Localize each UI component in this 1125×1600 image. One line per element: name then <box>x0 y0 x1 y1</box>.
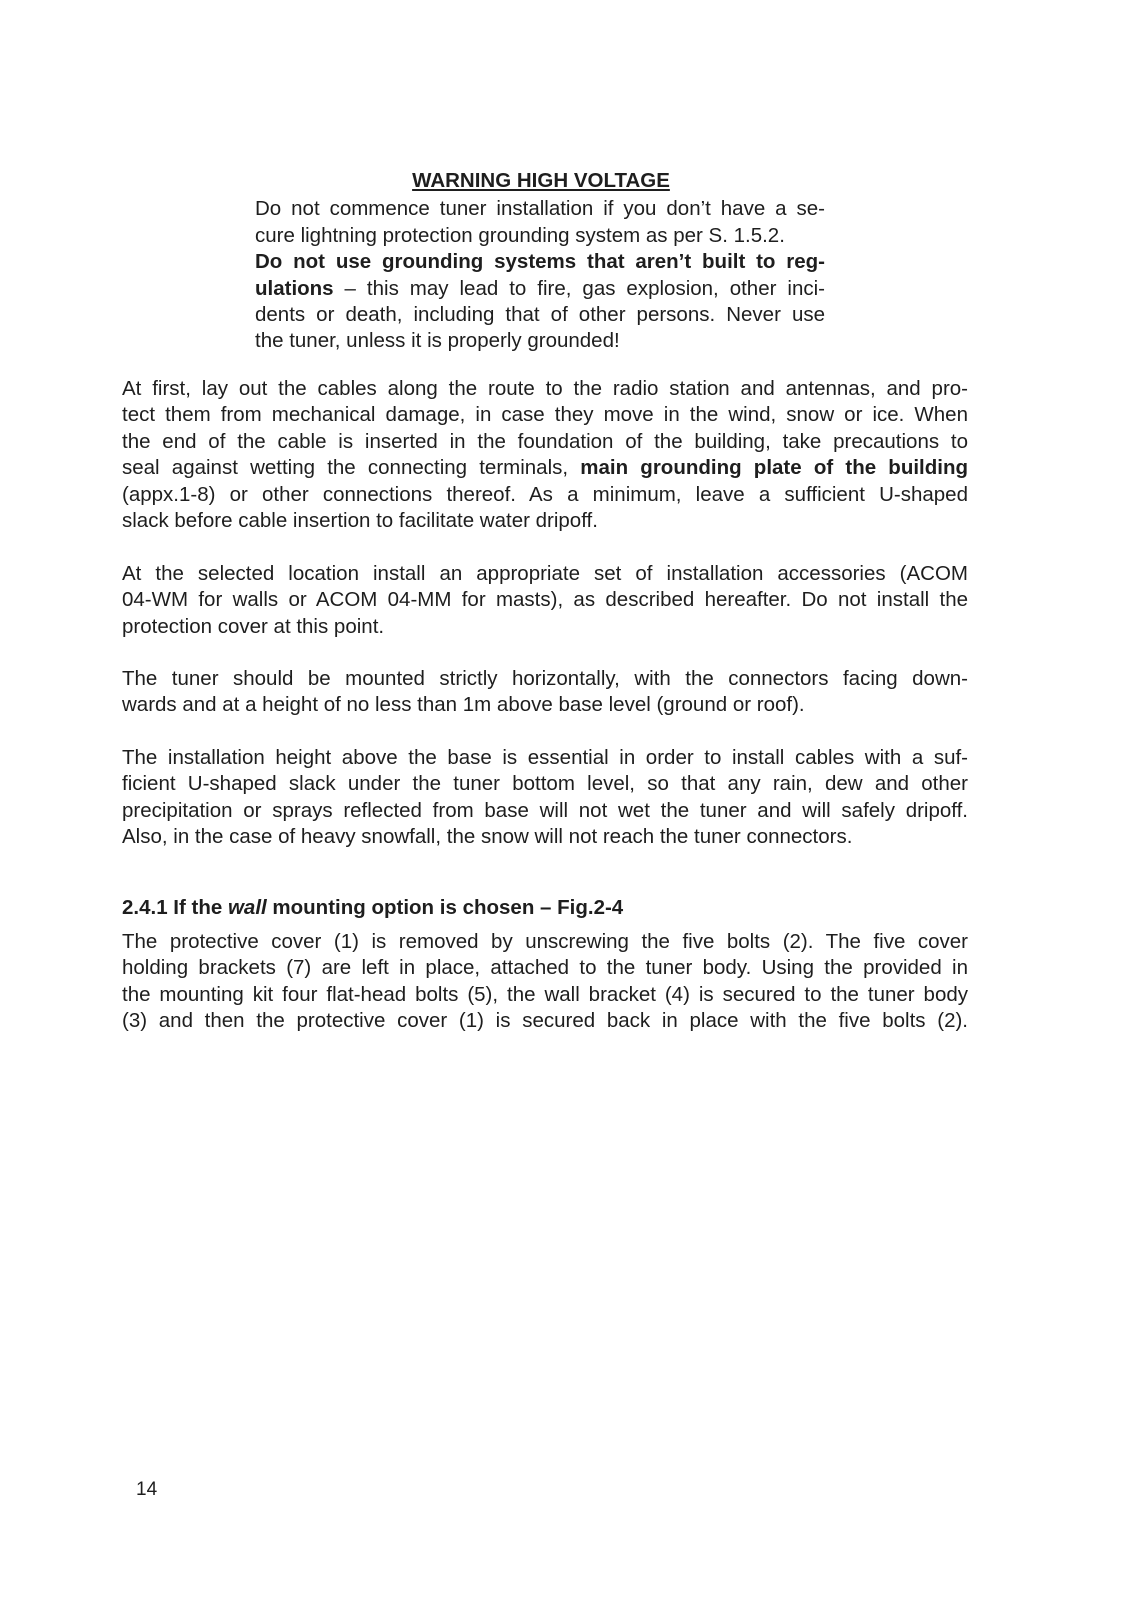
paragraph-line: The protective cover (1) is removed by unscrewing the five bolts (2). The five cover <box>122 930 968 953</box>
paragraph-line <box>122 455 968 481</box>
section-heading <box>122 895 623 921</box>
paragraph-line: 04-WM for walls or ACOM 04-MM for masts), as described hereafter. Do not install the <box>122 588 968 612</box>
heading-italic-fragment: wall <box>227 896 267 919</box>
paragraph-line: The tuner should be mounted strictly horizontally, with the connectors facing down- <box>122 667 968 690</box>
paragraph-line: the end of the cable is inserted in the foundation of the building, take precautions to <box>122 429 968 453</box>
warning-title: WARNING HIGH VOLTAGE <box>412 169 670 192</box>
paragraph-line: (appx.1-8) or other connections thereof. As a minimum, leave a sufficient U-shaped <box>122 482 968 506</box>
heading-fragment: mounting option is chosen – Fig.2-4 <box>266 896 624 919</box>
warning-bold-fragment: ulations <box>255 276 334 300</box>
paragraph-line: (3) and then the protective cover (1) is secured back in place with the five bolts (2). <box>122 1009 968 1033</box>
paragraph-line: The installation height above the base is essential in order to install cables with a suf- <box>122 746 968 769</box>
warning-line-bold: Do not use grounding systems that aren’t built to reg- <box>255 250 825 274</box>
warning-line: dents or death, including that of other persons. Never use <box>255 303 825 327</box>
paragraph-line: the mounting kit four flat-head bolts (5), the wall bracket (4) is secured to the tuner body <box>122 982 968 1006</box>
paragraph-cable-routing <box>122 376 968 534</box>
heading-fragment: 2.4.1 If the <box>122 896 228 919</box>
warning-line: Do not commence tuner installation if you don’t have a se- <box>255 197 825 221</box>
paragraph-line: wards and at a height of no less than 1m above base level (ground or roof). <box>122 693 805 717</box>
paragraph-line: At first, lay out the cables along the route to the radio station and antennas, and pro- <box>122 377 968 400</box>
warning-line: cure lightning protection grounding system as per S. 1.5.2. <box>255 223 785 247</box>
paragraph-line: protection cover at this point. <box>122 614 385 638</box>
paragraph-line: ficient U-shaped slack under the tuner bottom level, so that any rain, dew and other <box>122 772 968 796</box>
paragraph-mounting <box>122 666 968 719</box>
warning-block <box>255 168 825 355</box>
paragraph-line: At the selected location install an appropriate set of installation accessories (ACOM <box>122 562 968 585</box>
paragraph-line: Also, in the case of heavy snowfall, the snow will not reach the tuner connectors. <box>122 825 853 849</box>
paragraph-line: tect them from mechanical damage, in case they move in the wind, snow or ice. When <box>122 403 968 427</box>
warning-line: the tuner, unless it is properly grounded! <box>255 329 620 353</box>
paragraph-line: precipitation or sprays reflected from base will not wet the tuner and will safely dripoff. <box>122 798 968 822</box>
text-fragment: seal against wetting the connecting terminals, <box>122 456 581 480</box>
paragraph-line: holding brackets (7) are left in place, attached to the tuner body. Using the provided in <box>122 956 968 980</box>
warning-line <box>255 276 825 302</box>
bold-fragment: main grounding plate of the building <box>580 456 968 480</box>
paragraph-installation-height <box>122 745 968 851</box>
warning-text-fragment: – this may lead to fire, gas explosion, other inci- <box>333 276 825 300</box>
page-number: 14 <box>136 1479 158 1500</box>
paragraph-wall-mounting <box>122 929 968 1035</box>
paragraph-accessories <box>122 561 968 640</box>
paragraph-line: slack before cable insertion to facilitate water dripoff. <box>122 509 598 533</box>
